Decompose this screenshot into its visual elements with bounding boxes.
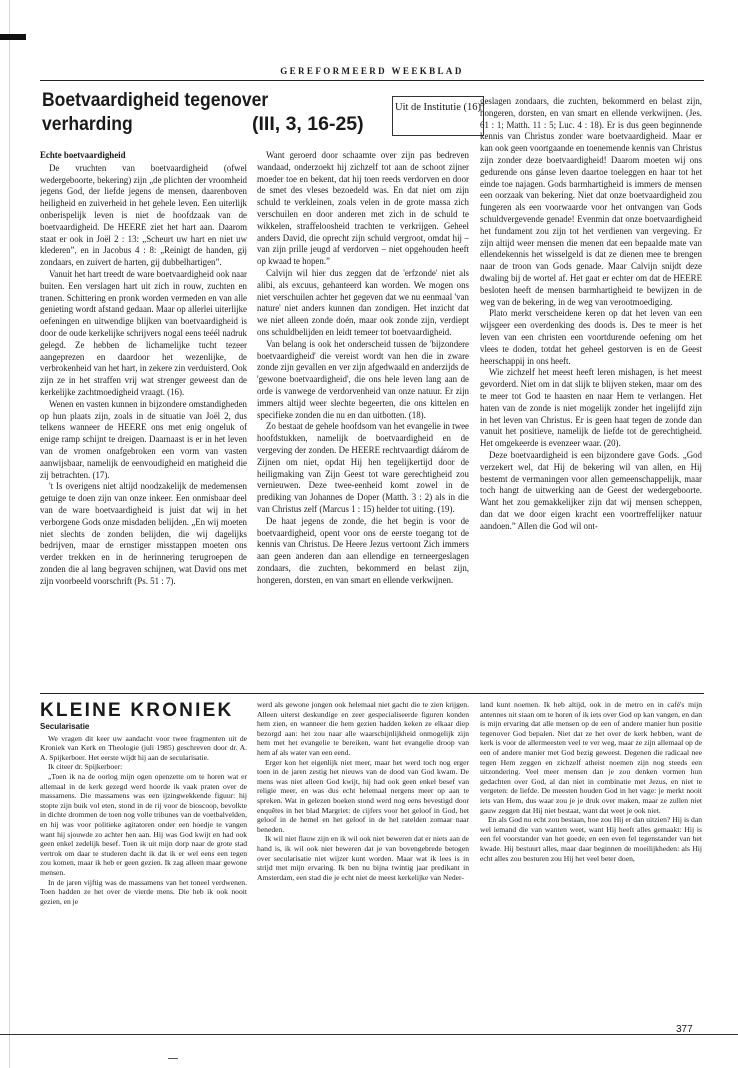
paragraph: We vragen dit keer uw aandacht voor twee fragmenten uit de Kroniek van Kerk en Theologie (juli 1985) geschreven door dr. A. A. Spijkerboer. Het eerste wijdt hij aan de secularisatie. [40,733,247,762]
paragraph: „Toen ik na de oorlog mijn ogen openzette om te horen wat er allemaal in de kerk gezegd werd hoorde ik vaak praten over de massamens. Die massamens was een ijzingwekkende figuur: hij stopte zijn buik vol eten, stond in de rij voor de bioscoop, bevolkte in dichte drommen de toen nog volle tribunes van de voetbalvelden, en hij was voor politieke agitatoren onder een hoedje te vangen want hij sjouwde zo achter hen aan. Hij was God kwijt en had ook geen enkel zedelijk besef. Toen ik uit mijn dorp naar de grote stad vertrok om daar te studeren dacht ik dat ik er wel eens een tegen zou komen, maar ik heb er geen gezien. Ik zag alleen maar gewone mensen. [40,771,247,877]
article-column-1 [40,150,247,688]
paragraph: Want geroerd door schaamte over zijn pas bedreven wandaad, onderzoekt hij zichzelf tot aan de schoot zijner moeder toe en bekent, dat hij toen reeds verdorven en door de smet des vleses bezoedeld was. En dat niet om zijn schuld te verkleinen, zoals velen in de grote massa zich verschuilen en door anderen met zich in de schuld te wikkelen, straffeloosheid trachten te verkrijgen. Geheel anders David, die oprecht zijn schuld vergroot, omdat hij – van zijn prille jeugd af verdorven – niet opgehouden heeft op kwaad te hopen.” [257,150,469,267]
footer-rule [0,1034,738,1035]
paragraph: Erger kon het eigenlijk niet meer, maar het werd toch nog erger toen in de jaren zestig het nieuws van de dood van God kwam. De mens was niet alleen God kwijt, hij had ook geen enkel besef van religie meer, en was dus echt helemaal nergens meer op aan te spreken. Wat in gelezen boeken stond werd nog eens bevestigd door enquêtes in het blad Margriet: de cijfers voor het geloof in God, het geloof in de hemel en het geloof in de hel ratelden zomaar naar beneden. [257,757,469,834]
paragraph: 't Is overigens niet altijd noodzakelijk de medemensen getuige te doen zijn van onze inkeer. Een onmisbaar deel van de ware boetvaardigheid is juist dat wij in het verborgene Gods onze misdaden belijden. „En wij moeten niet slechts de zonden belijden, die wij dagelijks bedrijven, maar de ernstiger misstappen moeten ons verder trekken en in de herinnering terugroepen de zonden die al lang begraven schijnen, wat David ons met zijn voorbeeld voorschrift (Ps. 51 : 7). [40,481,247,586]
paragraph: In de jaren vijftig was de massamens van het toneel verdwenen. Toen hadden ze het over de vierde mens. Die heb ik ook nooit gezien, en je [40,877,247,906]
paragraph: Plato merkt verscheidene keren op dat het leven van een wijsgeer een overdenking des doods is. Des te meer is het leven van een christen een voortdurende oefening om het vlees te doden, totdat het geheel gestorven is en de Geest heerschappij in ons heeft. [480,308,702,366]
paragraph: land kunt noemen. Ik heb altijd, ook in de metro en in café's mijn antennes uit staan om te horen of ik iets over God op kan vangen, en dan is mijn ervaring dat alle mensen op de een of andere manier hun positie tegenover God bepalen. Niet dat ze het over de kerk hebben, want de kerk is voor de allermeesten veel te ver weg, maar ze zijn allemaal op de een of andere manier met God bezig geweest. Degenen die radicaal nee tegen Hem zeggen en zichzelf atheist noemen zijn nog steeds een uitzondering. Veel meer mensen dan je zou denken vormen hun gedachten over God, al dan niet in combinatie met Jezus, en niet te vergeten: de liefde. De meesten houden God in het vage: je merkt nooit iets van Hem, dus waar zou je je druk over maken, maar ze zullen niet gauw zeggen dat Hij niet bestaat, want dat weet je ook niet. [480,700,702,815]
paragraph: De haat jegens de zonde, die het begin is voor de boetvaardigheid, opent voor ons de eerste toegang tot de kennis van Christus. De Heere Jezus vertoont Zich immers aan geen anderen dan aan ellendige en terneergeslagen zondaars, die zuchten, bekommerd en belast zijn, hongeren, dorsten, en van smart en ellende verkwijnen. [257,515,469,585]
article-column-3 [480,96,702,688]
paragraph: De vruchten van boetvaardigheid (ofwel wedergeboorte, bekering) zijn „de plichten der vroomheid jegens God, der liefde jegens de mensen, daarenboven heiligheid en zuiverheid in het gehele leven. Een uiterlijk onberispelijk leven is niet de hoofdzaak van de boetvaardigheid. De HEERE ziet het hart aan. Daarom staat er ook in Joël 2 : 13: „Scheurt uw hart en niet uw klederen”, en in Jacobus 4 : 8: „Reinigt de handen, gij zondaars, en zuivert de harten, gij dubbelhartigen”. [40,162,247,268]
kroniek-subheading: Secularisatie [40,722,90,731]
binding-edge [0,0,10,1068]
kroniek-column-1 [40,722,247,1022]
paragraph: Ik wil niet flauw zijn en ik wil ook niet beweren dat er niets aan de hand is, ik wil ook niet beweren dat je van bovengebrede betogen over secularisatie niet wijzer kunt worden. Maar wat ik lees is in strijd met mijn ervaring. Ik ben nu bijna twintig jaar predikant in Amsterdam, een stad die je echt niet de meest kerkelijke van Neder- [257,834,469,882]
paragraph: Van belang is ook het onderscheid tussen de 'bijzondere boetvaardigheid' die vereist wordt van hen die in zware zonde zijn gevallen en ver zijn afgedwaald en anderzijds de 'gewone boetvaardigheid', die ons hele leven lang aan de orde is vanwege de verdorvenheid van onze natuur. Er zijn immers altijd weer slechte begeerten, die ons kittelen en specifieke zonden die nu en dan uitbotten. (18). [257,338,469,420]
kroniek-column-3 [480,700,702,1022]
article-title: Boetvaardigheid tegenover verharding [42,89,269,135]
article-reference: (III, 3, 16-25) [252,113,364,135]
page-number: 377 [676,1024,693,1035]
source-box: Uit de Institutie (16) [392,96,484,136]
paragraph: Wie zichzelf het meest heeft leren mishagen, is het meest gevorderd. Niet om in dat slijk te blijven steken, maar om des te meer tot God te haasten en naar Hem te verlangen. Het haten van de zonde is niet mogelijk zonder het ingelijfd zijn in het leven van Christus. Er is geen haat tegen de zonde dan vanuit het positieve, namelijk de liefde tot de gerechtigheid. Het omgekeerde is evenzeer waar. (20). [480,367,702,449]
paragraph: geslagen zondaars, die zuchten, bekommerd en belast zijn, hongeren, dorsten, en van smart en ellende verkwijnen. (Jes. 61 : 1; Matth. 11 : 5; Luc. 4 : 18). Er is dus geen beginnende kennis van Christus zonder ware boetvaardigheid. Maar er kan ook geen voortgaande en toenemende kennis van Christus zijn zonder deze boetvaardigheid! Daarom moeten wij ons gedurende ons gánse leven daartoe toeleggen en haar tot het einde toe najagen. Gods barmhartigheid is immers de mensen een oorzaak van bekering. Niet dat onze boetvaardigheid zou fungeren als een voorwaarde voor het ontvangen van Gods schuldvergevende genade! Evenmin dat onze boetvaardigheid het fundament zou zijn tot het verdienen van vergeving. Er zijn altijd weer mensen die menen dat een bepaalde mate van ellendekennis het wisselgeld is dat ze dienen mee te brengen naar de troon van Gods genade. Maar Calvijn snijdt deze dwaling bij de wortel af. Het gaat er echter om dat de HEERE besloten heeft de mensen barmhartigheid te bewijzen in de weg van de bekering, in de weg van verootmoediging. [480,96,702,307]
paragraph: werd als gewone jongen ook helemaal niet gacht die te zien krijgen. Alleen uiterst deskundige en zeer gespecialiseerde figuren konden hem zien, en wanneer die hem gezien hadden keken ze elkaar diep bezorgd aan: het zou naar alle waarschijnlijkheid onmogelijk zijn hem met het evangelie te bereiken, want het evangelie droop van hem af als water van een eend. [257,700,469,757]
top-edge-mark [0,34,26,40]
footer-mark [168,1058,178,1059]
article-column-2 [257,150,469,688]
running-head: GEREFORMEERD WEEKBLAD [280,66,464,76]
paragraph: Wenen en vasten kunnen in bijzondere omstandigheden op hun plaats zijn, zoals in de situatie van Joël 2, dus telkens wanneer de HEERE ons met enig ongeluk of enige ramp schijnt te dreigen. Daarnaast is er in het leven van de vromen onafgebroken een vorm van vasten aanwijsbaar, namelijk de eenvoudigheid en matigheid die zij betrachten. (17). [40,398,247,480]
paragraph: En als God nu echt zou bestaan, hoe zou Hij er dan uitzien? Hij is dan wel iemand die van wanten weet, want Hij heeft alles gemaakt: Hij is een fel voorstander van het goede, en een even fel tegenstander van het kwade. Hij bestuurt alles, maar daar beginnen de moeilijkheden: als Hij echt alles zou besturen zou Hij het veel beter doen, [480,815,702,863]
kroniek-title: KLEINE KRONIEK [40,700,234,721]
header-rule [40,80,704,81]
paragraph: Vanuit het hart treedt de ware boetvaardigheid ook naar buiten. Een verslagen hart uit zich in rouw, zuchten en tranen. Schittering en pronk worden vermeden en van alle genieting wordt afstand gedaan. Maar op allerlei uiterlijke oefeningen en uitwendige blijken van boetvaardigheid is door de oude kerkelijke schrijvers nogal eens teéél nadruk gelegd. Ze hebben de lichamelijke tucht tezeer aangeprezen en daardoor het wezenlijke, de verbrokenheid van het hart, in zekere zin verduisterd. Ook zijn ze in het straffen vrij wat strenger geweest dan de kerkelijke zachtmoedigheid vraagt. (16). [40,268,247,397]
kroniek-column-2 [257,700,469,1022]
paragraph: Deze boetvaardigheid is een bijzondere gave Gods. „God verzekert wel, dat Hij de bekering wil van allen, en Hij bestemt de vermaningen voor allen gemeenschappelijk, maar toch hangt de uitwerking aan de Geest der wedergeboorte. Want het zou gemakkelijker zijn dat wij mensen scheppen, dan dat we door eigen kracht een voortreffelijker natuur aandoen.” Allen die God wil ont- [480,449,702,531]
paragraph: Ik citeer dr. Spijkerboer: [48,762,123,772]
paragraph: Calvijn wil hier dus zeggen dat de 'erfzonde' niet als alibi, als excuus, gehanteerd kan worden. We mogen ons niet verschuilen achter het gegeven dat we nu eenmaal 'van nature' niet anders kunnen dan zondigen. Het inzicht dat we niet alleen zonde doén, maar ook zonde zijn, verdiept ons schuldbelijden en leidt temeer tot boetvaardigheid. [257,267,469,337]
section-divider [40,693,704,694]
paragraph: Zo bestaat de gehele hoofdsom van het evangelie in twee hoofdstukken, namelijk de boetvaardigheid en de vergeving der zonden. De HEERE rechtvaardigt dáárom de Zijnen om niet, opdat Hij hen tegelijkertijd door de heiligmaking van Zijn Geest tot ware gerechtigheid zou vernieuwen. Deze twee-eenheid komt zowel in de prediking van Johannes de Doper (Matth. 3 : 2) als in die van Christus zelf (Marcus 1 : 15) helder tot uiting. (19). [257,421,469,514]
article-subheading: Echte boetvaardigheid [40,150,126,160]
